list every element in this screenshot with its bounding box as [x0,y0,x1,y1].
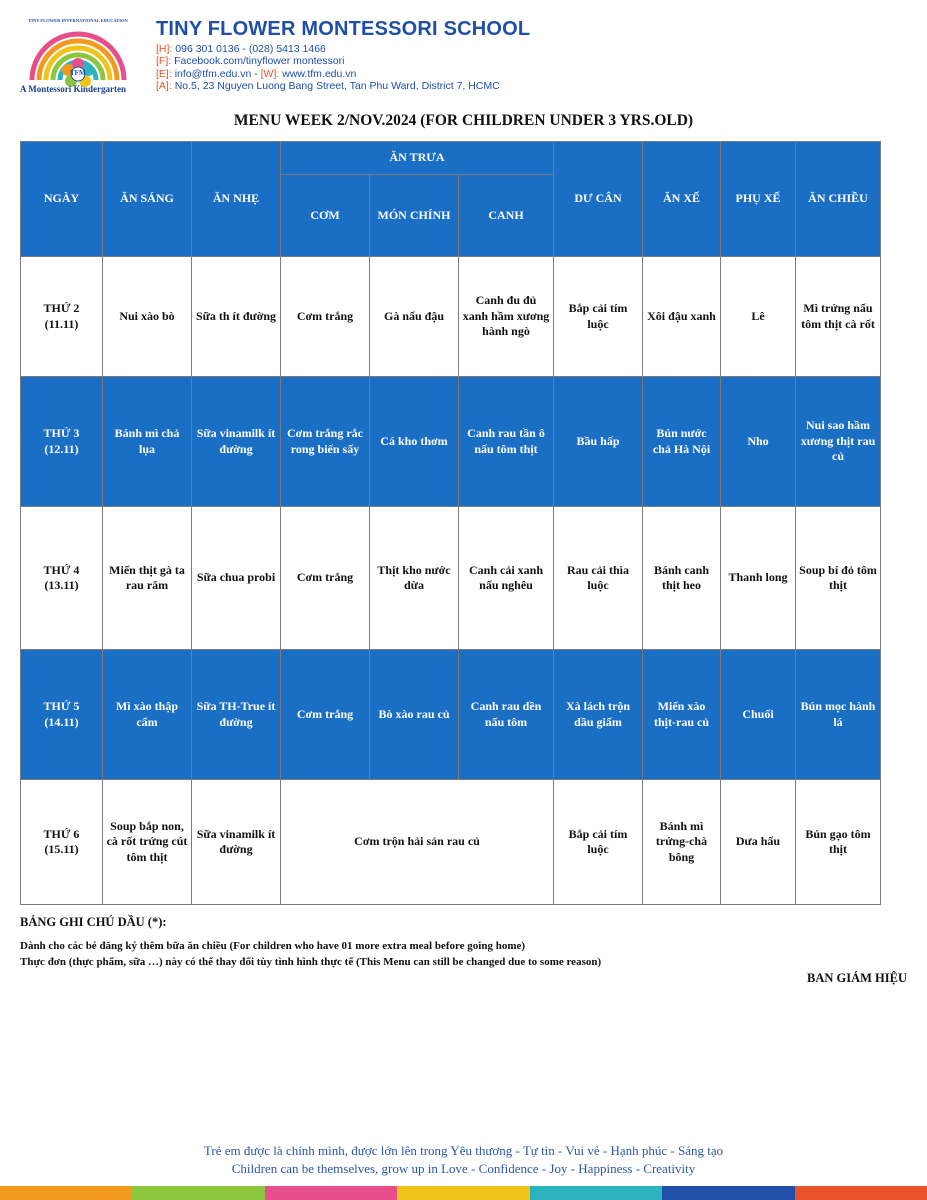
snack-cell: Sữa th ít đường [192,257,281,377]
phu-xe-cell: Dưa hấu [721,780,796,905]
color-segment [530,1186,662,1200]
rice-cell: Cơm trắng rắc rong biển sấy [281,377,370,507]
footer-motto-en: Children can be themselves, grow up in Love - Confidence - Joy - Happiness - Creativity [231,1161,696,1176]
breakfast-cell: Bánh mì chả lụa [103,377,192,507]
day-cell: THỨ 3 (12.11) [21,377,103,507]
an-chieu-cell: Bún gạo tôm thịt [796,780,881,905]
header-an-xe: ĂN XẾ [643,142,721,257]
main-dish-cell: Bò xào rau củ [370,650,459,780]
color-segment [795,1186,927,1200]
table-row [21,780,881,905]
main-dish-cell: Thịt kho nước dừa [370,507,459,650]
day-cell: THỨ 4 (13.11) [21,507,103,650]
contact-facebook: [F]: Facebook.com/tinyflower montessori [156,55,345,68]
header-an-chieu: ĂN CHIỀU [796,142,881,257]
day-cell: THỨ 6 (15.11) [21,780,103,905]
day-cell: THỨ 2 (11.11) [21,257,103,377]
rice-cell: Cơm trắng [281,650,370,780]
header-an-trua: ĂN TRƯA [281,142,554,175]
rice-cell: Cơm trắng [281,257,370,377]
main-dish-cell: Gà nấu đậu [370,257,459,377]
snack-cell: Sữa chua probi [192,507,281,650]
table-row [21,650,881,780]
page-title: MENU WEEK 2/NOV.2024 (FOR CHILDREN UNDER 3 YRS.OLD) [233,112,694,129]
an-xe-cell: Bánh canh thịt heo [643,507,721,650]
table-row [21,377,881,507]
du-can-cell: Bầu hấp [554,377,643,507]
main-dish-cell: Cá kho thơm [370,377,459,507]
an-chieu-cell: Bún mọc hành lá [796,650,881,780]
color-segment [662,1186,794,1200]
phu-xe-cell: Lê [721,257,796,377]
soup-cell: Canh cải xanh nấu nghêu [459,507,554,650]
snack-cell: Sữa vinamilk ít đường [192,780,281,905]
header-ngay: NGÀY [21,142,103,257]
breakfast-cell: Mì xào thập cẩm [103,650,192,780]
color-segment [132,1186,264,1200]
school-header [156,18,530,93]
color-segment [0,1186,132,1200]
an-xe-cell: Bún nước chả Hà Nội [643,377,721,507]
snack-cell: Sữa TH-True ít đường [192,650,281,780]
footer-color-bar [0,1186,927,1200]
header-phu-xe: PHỤ XẾ [721,142,796,257]
du-can-cell: Bắp cải tím luộc [554,257,643,377]
breakfast-cell: Soup bắp non, cà rốt trứng cút tôm thịt [103,780,192,905]
logo-arc-text: TINY FLOWER INTERNATIONAL EDUCATION [28,18,128,23]
footer-motto-vi: Trẻ em được là chính mình, được lớn lên trong Yêu thương - Tự tin - Vui vẻ - Hạnh phúc - Sáng tạo [203,1143,724,1158]
phu-xe-cell: Nho [721,377,796,507]
color-segment [265,1186,397,1200]
an-xe-cell: Xôi đậu xanh [643,257,721,377]
logo-center-text: TFM [70,69,86,77]
header-mon-chinh: MÓN CHÍNH [370,175,459,257]
breakfast-cell: Miến thịt gà ta rau răm [103,507,192,650]
weekly-menu-table [20,141,881,905]
header-an-sang: ĂN SÁNG [103,142,192,257]
contact-phone: [H]: 096 301 0136 - (028) 5413 1466 [156,43,326,55]
header-du-can: DƯ CÂN [554,142,643,257]
soup-cell: Canh rau tần ô nấu tôm thịt [459,377,554,507]
contact-block [156,43,530,93]
du-can-cell: Rau cải thìa luộc [554,507,643,650]
an-chieu-cell: Nui sao hầm xương thịt rau củ [796,377,881,507]
contact-email-web: [E]: info@tfm.edu.vn - [W]: www.tfm.edu.vn [156,67,357,80]
du-can-cell: Bắp cải tím luộc [554,780,643,905]
header-canh: CANH [459,175,554,257]
notes-title: BẢNG GHI CHÚ DẦU (*): [20,915,167,929]
an-chieu-cell: Mì trứng nấu tôm thịt cà rốt [796,257,881,377]
note-line-1: Dành cho các bé đăng ký thêm bữa ăn chiều (For children who have 01 more extra meal before going home) [20,940,526,952]
table-row [21,257,881,377]
an-xe-cell: Miến xào thịt-rau củ [643,650,721,780]
an-chieu-cell: Soup bí đỏ tôm thịt [796,507,881,650]
soup-cell: Canh đu đủ xanh hầm xương hành ngò [459,257,554,377]
soup-cell: Canh rau dền nấu tôm [459,650,554,780]
day-cell: THỨ 5 (14.11) [21,650,103,780]
snack-cell: Sữa vinamilk ít đường [192,377,281,507]
header-an-nhe: ĂN NHẸ [192,142,281,257]
school-name: TINY FLOWER MONTESSORI SCHOOL [156,18,531,40]
phu-xe-cell: Chuối [721,650,796,780]
an-xe-cell: Bánh mì trứng-chà bông [643,780,721,905]
header-com: CƠM [281,175,370,257]
signature-label: BAN GIÁM HIỆU [806,971,907,985]
lunch-merged-cell: Cơm trộn hải sản rau củ [281,780,554,905]
phu-xe-cell: Thanh long [721,507,796,650]
color-segment [397,1186,529,1200]
du-can-cell: Xà lách trộn dầu giấm [554,650,643,780]
breakfast-cell: Nui xào bò [103,257,192,377]
rice-cell: Cơm trắng [281,507,370,650]
note-line-2: Thực đơn (thực phẩm, sữa …) này có thể thay đổi tùy tình hình thực tế (This Menu can still be changed due to some reason) [20,956,602,968]
table-row [21,507,881,650]
contact-address: [A]: No.5, 23 Nguyen Luong Bang Street, Tan Phu Ward, District 7, HCMC [156,80,500,93]
logo-subtitle: A Montessori Kindergarten [20,84,126,94]
